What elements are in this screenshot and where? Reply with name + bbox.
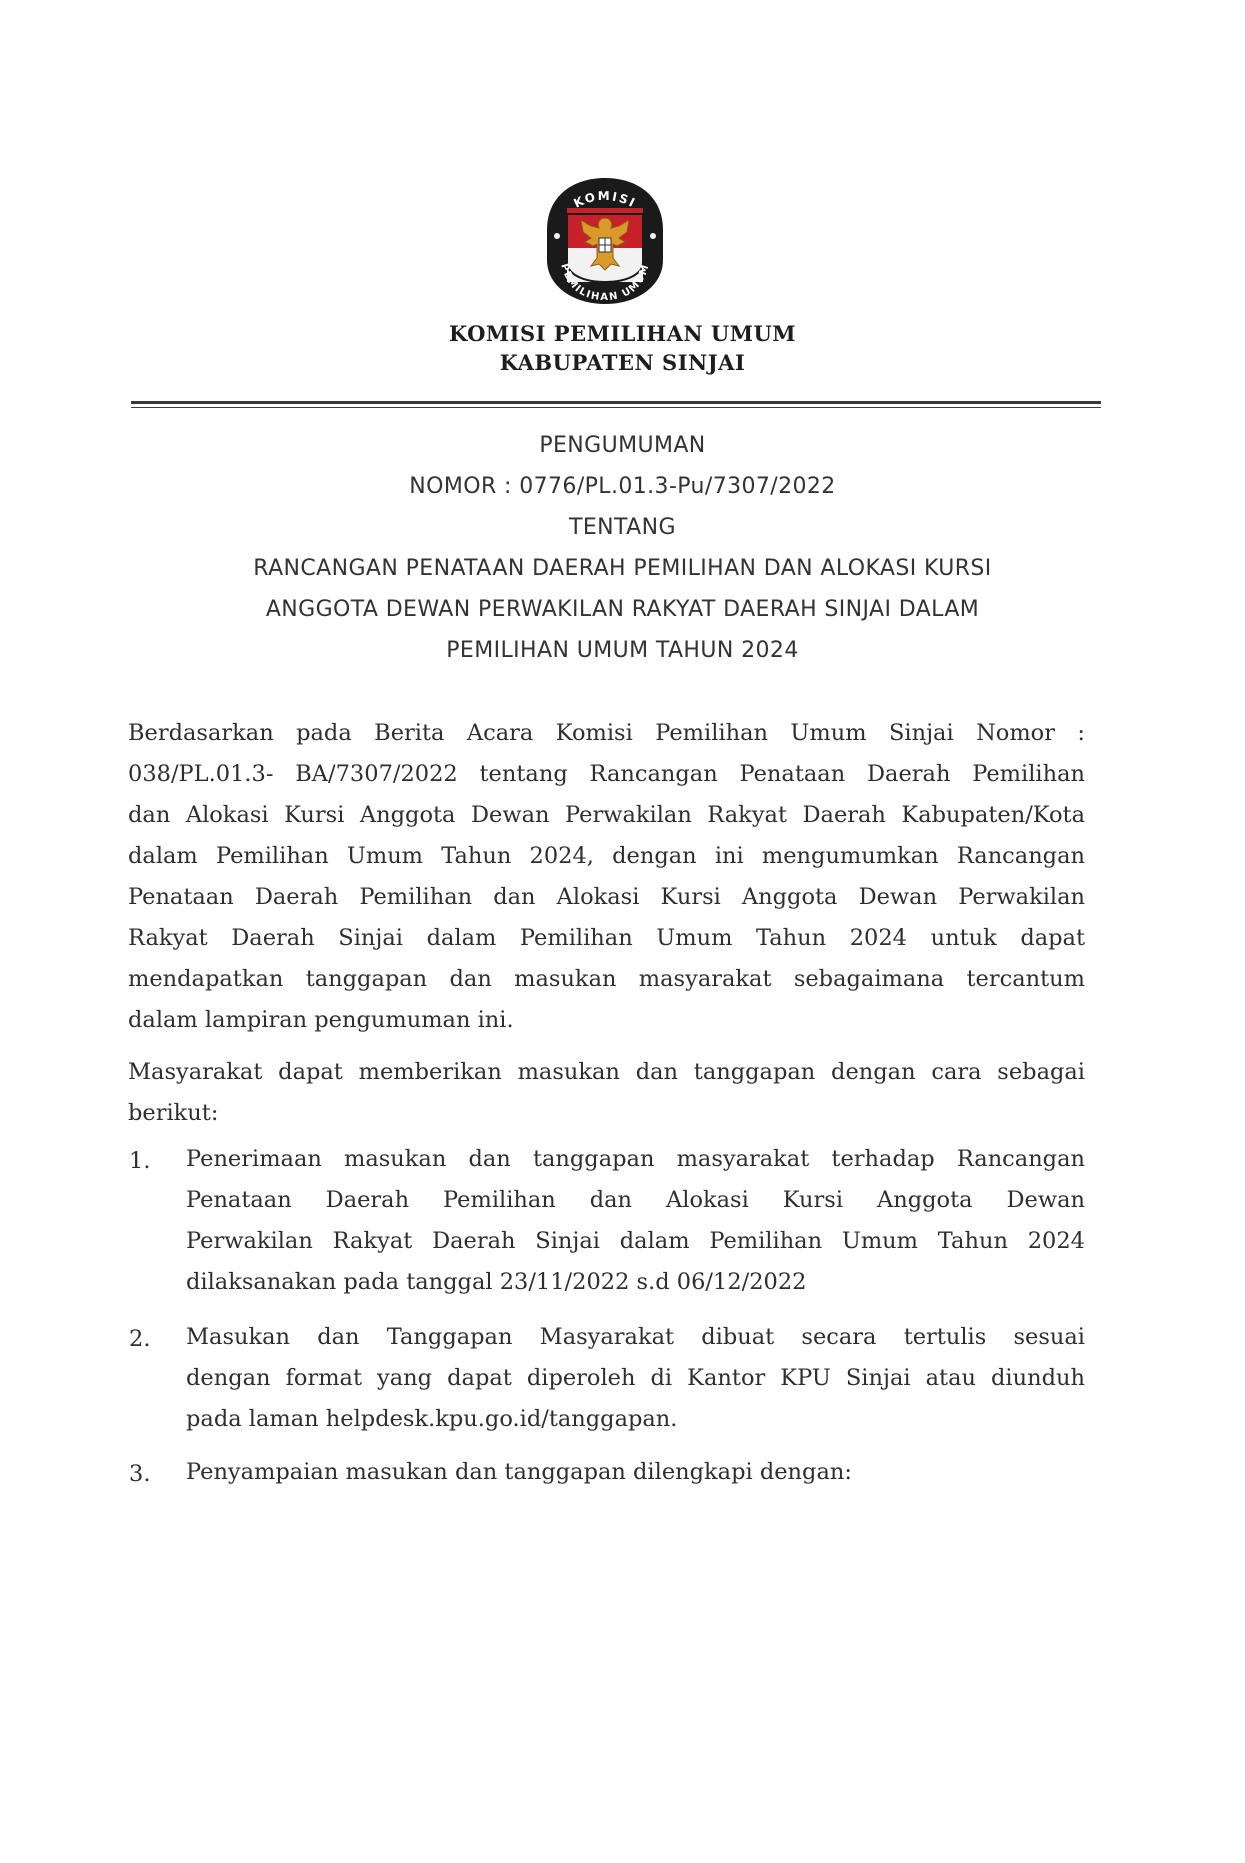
list-item-line: Masukan dan Tanggapan Masyarakat dibuat secara tertulis sesuai: [186, 1324, 1085, 1350]
logo-bottom-text: PEMILIHAN UMUM: [558, 262, 652, 304]
paragraph-line: mendapatkan tanggapan dan masukan masyarakat sebagaimana tercantum: [128, 966, 1085, 992]
document-about: TENTANG: [569, 515, 676, 540]
list-item-line: Perwakilan Rakyat Daerah Sinjai dalam Pemilihan Umum Tahun 2024: [186, 1228, 1085, 1254]
paragraph-line: Rakyat Daerah Sinjai dalam Pemilihan Umum Tahun 2024 untuk dapat: [128, 925, 1085, 951]
paragraph-line: 038/PL.01.3- BA/7307/2022 tentang Rancangan Penataan Daerah Pemilihan: [128, 761, 1085, 787]
subject-line: RANCANGAN PENATAAN DAERAH PEMILIHAN DAN ALOKASI KURSI: [253, 556, 992, 581]
list-item-line: Penyampaian masukan dan tanggapan dilengkapi dengan:: [186, 1459, 852, 1485]
paragraph-line: Masyarakat dapat memberikan masukan dan tanggapan dengan cara sebagai: [128, 1059, 1085, 1085]
list-number: 3.: [129, 1461, 151, 1487]
org-name: KOMISI PEMILIHAN UMUM: [448, 321, 797, 346]
list-item: [186, 1452, 1085, 1493]
list-item: [186, 1139, 1085, 1303]
paragraph-line: dan Alokasi Kursi Anggota Dewan Perwakilan Rakyat Daerah Kabupaten/Kota: [128, 802, 1085, 828]
logo-top-text: KOMISI: [571, 188, 639, 211]
subject-line: ANGGOTA DEWAN PERWAKILAN RAKYAT DAERAH SINJAI DALAM: [265, 597, 980, 622]
paragraph-line: dalam lampiran pengumuman ini.: [128, 1007, 514, 1033]
list-item-line: dengan format yang dapat diperoleh di Kantor KPU Sinjai atau diunduh: [186, 1365, 1085, 1391]
list-number: 1.: [129, 1148, 151, 1174]
subject-line: PEMILIHAN UMUM TAHUN 2024: [446, 638, 799, 663]
document-number: NOMOR : 0776/PL.01.3-Pu/7307/2022: [409, 474, 836, 499]
paragraph-line: Berdasarkan pada Berita Acara Komisi Pemilihan Umum Sinjai Nomor :: [128, 720, 1085, 746]
kpu-logo-icon: [541, 174, 669, 308]
paragraph-line: dalam Pemilihan Umum Tahun 2024, dengan ini mengumumkan Rancangan: [128, 843, 1085, 869]
org-regency: KABUPATEN SINJAI: [499, 350, 746, 375]
header-divider-thin: [131, 407, 1101, 408]
paragraph-line: berikut:: [128, 1100, 219, 1126]
header-divider-thick: [131, 401, 1101, 404]
document-type: PENGUMUMAN: [539, 433, 706, 458]
list-item-line: Penataan Daerah Pemilihan dan Alokasi Kursi Anggota Dewan: [186, 1187, 1085, 1213]
paragraph-intro: [128, 713, 1085, 1041]
list-item-line: pada laman helpdesk.kpu.go.id/tanggapan.: [186, 1406, 678, 1432]
list-item: [186, 1317, 1085, 1440]
list-item-line: Penerimaan masukan dan tanggapan masyarakat terhadap Rancangan: [186, 1146, 1085, 1172]
paragraph-method: [128, 1052, 1085, 1134]
list-number: 2.: [129, 1326, 151, 1352]
paragraph-line: Penataan Daerah Pemilihan dan Alokasi Kursi Anggota Dewan Perwakilan: [128, 884, 1085, 910]
list-item-line: dilaksanakan pada tanggal 23/11/2022 s.d 06/12/2022: [186, 1269, 807, 1295]
